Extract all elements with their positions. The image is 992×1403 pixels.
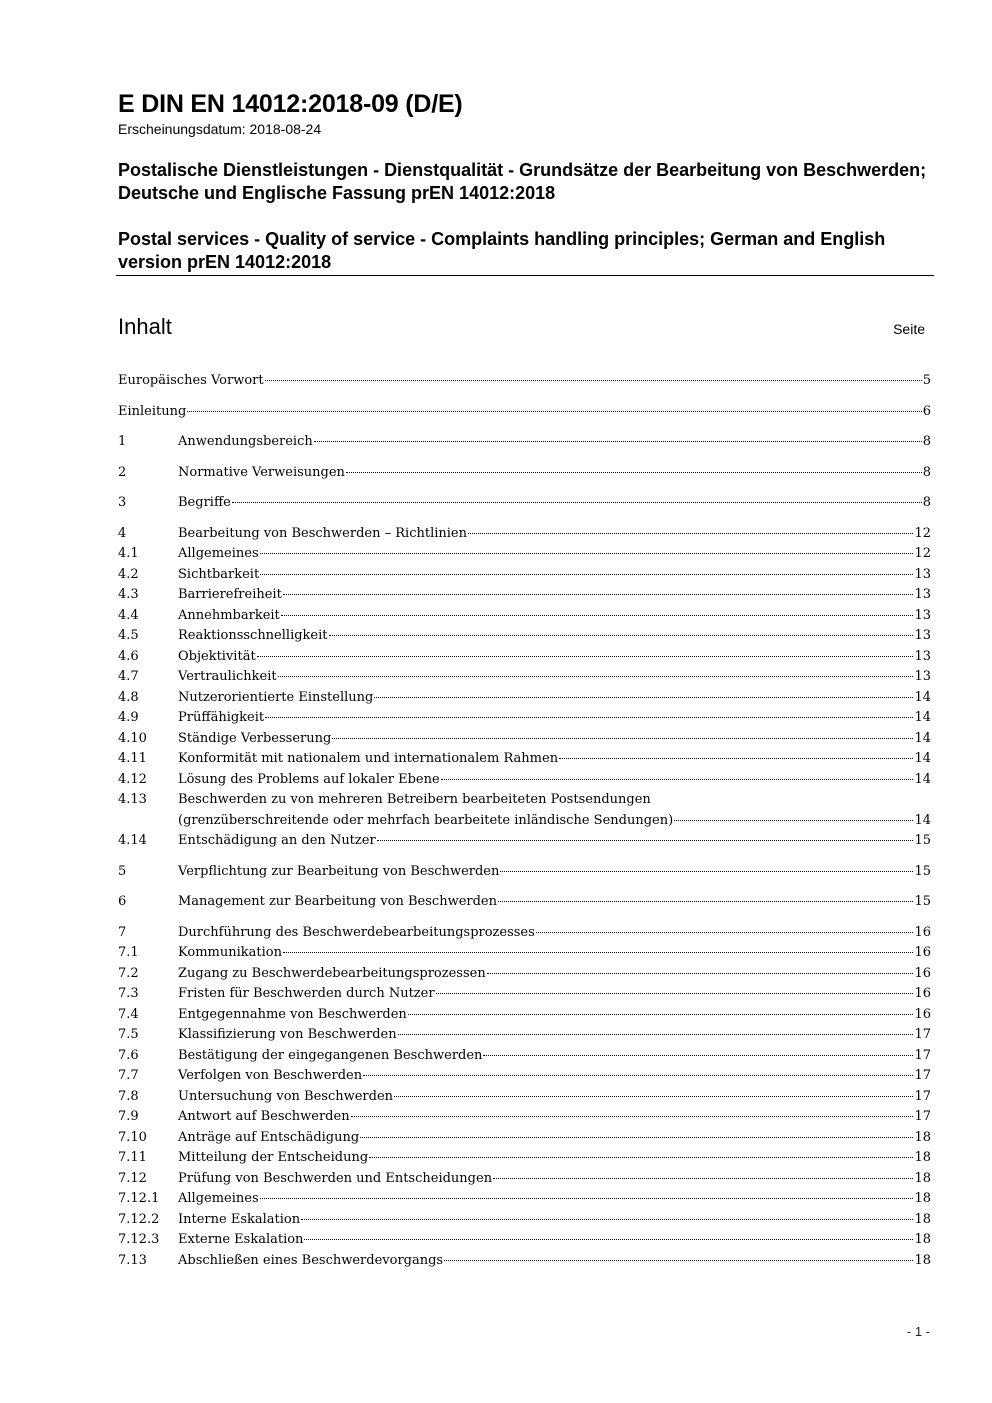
toc-entry-page: 18 bbox=[914, 1211, 931, 1227]
toc-entry[interactable] bbox=[118, 708, 931, 729]
toc-entry[interactable] bbox=[118, 1046, 931, 1067]
toc-entry[interactable] bbox=[118, 371, 931, 392]
toc-entry-number: 2 bbox=[118, 464, 127, 480]
toc-entry-title: Kommunikation bbox=[178, 945, 282, 960]
toc-entry[interactable] bbox=[118, 943, 931, 964]
toc-entry-number: 3 bbox=[118, 495, 127, 510]
toc-entry-page: 15 bbox=[914, 833, 931, 848]
toc-entry[interactable] bbox=[118, 790, 931, 831]
toc-entry-title: Abschließen eines Beschwerdevorgangs bbox=[178, 1252, 444, 1268]
toc-entry-number: 7.3 bbox=[118, 986, 139, 1001]
toc-entry-title: Ständige Verbesserung bbox=[178, 730, 332, 746]
toc-entry[interactable] bbox=[118, 565, 931, 586]
toc-entry-number: 4 bbox=[118, 525, 127, 541]
toc-entry[interactable] bbox=[118, 1251, 931, 1272]
toc-entry-number: 4.3 bbox=[118, 587, 139, 602]
toc-entry-title: Bestätigung der eingegangenen Beschwerden bbox=[178, 1047, 483, 1063]
toc-entry-page: 18 bbox=[914, 1170, 931, 1186]
table-of-contents bbox=[118, 371, 931, 1271]
toc-entry-page: 16 bbox=[914, 965, 931, 981]
toc-entry-title: Anträge auf Entschädigung bbox=[178, 1129, 360, 1145]
toc-entry-number: 7.6 bbox=[118, 1047, 139, 1063]
toc-entry-page: 14 bbox=[914, 730, 931, 746]
toc-entry-number: 4.8 bbox=[118, 689, 139, 705]
toc-dot-leader bbox=[257, 656, 914, 657]
toc-entry-number: 4.11 bbox=[118, 751, 147, 766]
toc-entry-title: Annehmbarkeit bbox=[178, 607, 280, 623]
toc-dot-leader bbox=[408, 1014, 914, 1015]
toc-dot-leader bbox=[187, 411, 921, 412]
toc-entry-title: Entschädigung an den Nutzer bbox=[178, 833, 376, 848]
toc-dot-leader bbox=[265, 717, 913, 718]
document-id: E DIN EN 14012:2018-09 (D/E) bbox=[118, 90, 463, 118]
toc-entry-number: 7.13 bbox=[118, 1252, 147, 1268]
toc-entry-title: Barrierefreiheit bbox=[178, 587, 282, 602]
toc-entry-title: Allgemeines bbox=[178, 546, 259, 561]
toc-entry-page: 16 bbox=[914, 986, 931, 1001]
toc-dot-leader bbox=[232, 502, 922, 503]
toc-entry[interactable] bbox=[118, 606, 931, 627]
toc-entry-title: Nutzerorientierte Einstellung bbox=[178, 689, 374, 705]
toc-entry-page: 14 bbox=[914, 710, 931, 725]
toc-entry-title: (grenzüberschreitende oder mehrfach bearbeitete inländische Sendungen) bbox=[178, 812, 674, 828]
toc-entry-page: 8 bbox=[922, 434, 931, 449]
publication-date: Erscheinungsdatum: 2018-08-24 bbox=[118, 121, 322, 137]
toc-entry-title: Klassifizierung von Beschwerden bbox=[178, 1027, 397, 1042]
toc-entry-title: Mitteilung der Entscheidung bbox=[178, 1150, 369, 1165]
toc-entry-title: Bearbeitung von Beschwerden – Richtlinien bbox=[178, 525, 467, 541]
toc-entry-page: 13 bbox=[914, 607, 931, 623]
toc-entry[interactable] bbox=[118, 524, 931, 545]
toc-dot-leader bbox=[346, 472, 922, 473]
toc-entry-number: 7.12.2 bbox=[118, 1211, 160, 1227]
toc-entry[interactable] bbox=[118, 770, 931, 791]
toc-entry-page: 17 bbox=[914, 1068, 931, 1083]
toc-entry-page: 13 bbox=[914, 566, 931, 582]
toc-entry-page: 13 bbox=[914, 648, 931, 664]
toc-entry[interactable] bbox=[118, 984, 931, 1005]
toc-entry[interactable] bbox=[118, 749, 931, 770]
toc-dot-leader bbox=[377, 840, 914, 841]
toc-dot-leader bbox=[304, 1239, 913, 1240]
toc-entry-title: Antwort auf Beschwerden bbox=[178, 1109, 350, 1124]
toc-entry-title: Reaktionsschnelligkeit bbox=[178, 628, 328, 643]
toc-entry-page: 14 bbox=[914, 689, 931, 705]
toc-entry-page: 16 bbox=[914, 945, 931, 960]
toc-entry-number: 4.12 bbox=[118, 771, 147, 787]
toc-dot-leader bbox=[398, 1034, 914, 1035]
toc-entry-page: 18 bbox=[914, 1191, 931, 1206]
toc-entry-page: 16 bbox=[914, 924, 931, 940]
toc-entry[interactable] bbox=[118, 862, 931, 883]
toc-entry[interactable] bbox=[118, 1230, 931, 1251]
toc-entry[interactable] bbox=[118, 626, 931, 647]
toc-entry-page: 17 bbox=[914, 1088, 931, 1104]
toc-entry[interactable] bbox=[118, 1005, 931, 1026]
toc-entry-number: 7.12.1 bbox=[118, 1191, 160, 1206]
toc-entry-number: 4.10 bbox=[118, 730, 147, 746]
toc-entry[interactable] bbox=[118, 402, 931, 423]
page-number: - 1 - bbox=[906, 1324, 930, 1339]
toc-dot-leader bbox=[329, 635, 914, 636]
toc-entry-number: 7.12 bbox=[118, 1170, 147, 1186]
toc-entry-number: 7.10 bbox=[118, 1129, 147, 1145]
toc-entry-title: Normative Verweisungen bbox=[178, 464, 345, 480]
toc-entry-number: 7.2 bbox=[118, 965, 139, 981]
toc-entry[interactable] bbox=[118, 647, 931, 668]
toc-dot-leader bbox=[369, 1157, 913, 1158]
toc-entry-title: Anwendungsbereich bbox=[178, 434, 313, 449]
toc-dot-leader bbox=[314, 441, 922, 442]
toc-dot-leader bbox=[500, 871, 913, 872]
toc-entry-number: 1 bbox=[118, 434, 127, 449]
toc-entry-title: Europäisches Vorwort bbox=[118, 373, 264, 388]
toc-entry-title: Einleitung bbox=[118, 403, 187, 419]
toc-entry-page: 12 bbox=[914, 525, 931, 541]
toc-entry[interactable] bbox=[118, 493, 931, 514]
title-german: Postalische Dienstleistungen - Dienstqualität - Grundsätze der Bearbeitung von Beschwerden; Deutsche und Englische Fassung prEN 14012:2018 bbox=[118, 160, 927, 203]
toc-entry[interactable] bbox=[118, 667, 931, 688]
toc-entry-number: 7.1 bbox=[118, 945, 139, 960]
toc-entry-number: 4.6 bbox=[118, 648, 139, 664]
toc-entry-title: Konformität mit nationalem und internationalem Rahmen bbox=[178, 751, 559, 766]
toc-dot-leader bbox=[260, 553, 914, 554]
toc-entry-page: 18 bbox=[914, 1232, 931, 1247]
toc-entry-page: 15 bbox=[914, 863, 931, 879]
toc-entry-number: 4.1 bbox=[118, 546, 139, 561]
toc-entry-page: 17 bbox=[914, 1109, 931, 1124]
toc-dot-leader bbox=[559, 758, 913, 759]
toc-dot-leader bbox=[260, 574, 913, 575]
toc-entry-title: Durchführung des Beschwerdebearbeitungsprozesses bbox=[178, 924, 535, 940]
toc-entry-page: 16 bbox=[914, 1006, 931, 1022]
toc-entry-page: 18 bbox=[914, 1252, 931, 1268]
toc-entry[interactable] bbox=[118, 688, 931, 709]
toc-heading: Inhalt bbox=[118, 314, 172, 339]
toc-entry-number: 4.5 bbox=[118, 628, 139, 643]
toc-page-label: Seite bbox=[893, 321, 925, 337]
toc-entry-number: 7.7 bbox=[118, 1068, 139, 1083]
toc-dot-leader bbox=[301, 1219, 913, 1220]
toc-entry-page: 17 bbox=[914, 1027, 931, 1042]
toc-entry-title: Untersuchung von Beschwerden bbox=[178, 1088, 394, 1104]
toc-entry-number: 7.12.3 bbox=[118, 1232, 160, 1247]
toc-entry-number: 5 bbox=[118, 863, 127, 879]
toc-entry-title: Begriffe bbox=[178, 495, 231, 510]
toc-entry[interactable] bbox=[118, 1169, 931, 1190]
toc-entry[interactable] bbox=[118, 729, 931, 750]
toc-dot-leader bbox=[283, 594, 914, 595]
toc-entry-title: Prüffähigkeit bbox=[178, 710, 265, 725]
toc-entry-title: Externe Eskalation bbox=[178, 1232, 304, 1247]
toc-entry[interactable] bbox=[118, 432, 931, 453]
toc-dot-leader bbox=[394, 1096, 913, 1097]
toc-entry-page: 14 bbox=[914, 812, 931, 828]
toc-entry-page: 14 bbox=[914, 751, 931, 766]
toc-entry-number: 7.11 bbox=[118, 1150, 147, 1165]
toc-entry-title: Sichtbarkeit bbox=[178, 566, 260, 582]
toc-dot-leader bbox=[444, 1260, 913, 1261]
toc-dot-leader bbox=[278, 676, 914, 677]
toc-entry-page: 17 bbox=[914, 1047, 931, 1063]
toc-entry-page: 6 bbox=[922, 403, 931, 419]
toc-entry[interactable] bbox=[118, 585, 931, 606]
toc-entry-title: Zugang zu Beschwerdebearbeitungsprozessen bbox=[178, 965, 486, 981]
title-english: Postal services - Quality of service - Complaints handling principles; German and English version prEN 14012:2018 bbox=[118, 229, 886, 272]
toc-entry[interactable] bbox=[118, 1107, 931, 1128]
toc-entry-number: 4.2 bbox=[118, 566, 139, 582]
toc-dot-leader bbox=[498, 901, 913, 902]
toc-dot-leader bbox=[260, 1198, 914, 1199]
toc-entry-number: 7 bbox=[118, 924, 127, 940]
toc-entry-title: Prüfung von Beschwerden und Entscheidungen bbox=[178, 1170, 493, 1186]
toc-entry-number: 4.13 bbox=[118, 792, 147, 807]
toc-entry[interactable] bbox=[118, 1066, 931, 1087]
toc-dot-leader bbox=[487, 973, 914, 974]
toc-entry-page: 14 bbox=[914, 771, 931, 787]
toc-entry[interactable] bbox=[118, 923, 931, 944]
toc-entry[interactable] bbox=[118, 964, 931, 985]
toc-entry[interactable] bbox=[118, 1025, 931, 1046]
toc-entry-title: Beschwerden zu von mehreren Betreibern bearbeiteten Postsendungen bbox=[178, 792, 651, 807]
toc-dot-leader bbox=[332, 738, 913, 739]
toc-dot-leader bbox=[468, 533, 913, 534]
toc-entry-page: 8 bbox=[922, 464, 931, 480]
toc-entry-number: 7.4 bbox=[118, 1006, 139, 1022]
toc-entry[interactable] bbox=[118, 831, 931, 852]
toc-dot-leader bbox=[436, 993, 914, 994]
toc-entry-title: Verpflichtung zur Bearbeitung von Beschwerden bbox=[178, 863, 500, 879]
toc-entry-number: 7.8 bbox=[118, 1088, 139, 1104]
toc-dot-leader bbox=[536, 932, 914, 933]
toc-dot-leader bbox=[283, 952, 913, 953]
toc-dot-leader bbox=[351, 1116, 914, 1117]
toc-dot-leader bbox=[483, 1055, 913, 1056]
toc-entry-title: Verfolgen von Beschwerden bbox=[178, 1068, 363, 1083]
toc-entry-number: 4.9 bbox=[118, 710, 139, 725]
toc-dot-leader bbox=[374, 697, 913, 698]
toc-entry[interactable] bbox=[118, 463, 931, 484]
toc-entry[interactable] bbox=[118, 1210, 931, 1231]
toc-entry-title: Fristen für Beschwerden durch Nutzer bbox=[178, 986, 435, 1001]
toc-entry-title: Allgemeines bbox=[178, 1191, 259, 1206]
toc-entry-number: 4.4 bbox=[118, 607, 139, 623]
toc-entry-number: 7.5 bbox=[118, 1027, 139, 1042]
toc-entry-page: 13 bbox=[914, 587, 931, 602]
toc-entry-page: 13 bbox=[914, 628, 931, 643]
toc-entry[interactable] bbox=[118, 544, 931, 565]
toc-dot-leader bbox=[493, 1178, 913, 1179]
toc-entry-title: Vertraulichkeit bbox=[178, 669, 277, 684]
title-divider bbox=[116, 275, 934, 276]
toc-entry-title: Entgegennahme von Beschwerden bbox=[178, 1006, 407, 1022]
toc-entry[interactable] bbox=[118, 1087, 931, 1108]
toc-dot-leader bbox=[281, 615, 914, 616]
toc-entry-number: 4.7 bbox=[118, 669, 139, 684]
toc-entry-title: Interne Eskalation bbox=[178, 1211, 301, 1227]
toc-entry-page: 8 bbox=[922, 495, 931, 510]
toc-entry-title: Management zur Bearbeitung von Beschwerden bbox=[178, 894, 497, 909]
toc-entry-number: 7.9 bbox=[118, 1109, 139, 1124]
toc-dot-leader bbox=[360, 1137, 913, 1138]
toc-entry-number: 4.14 bbox=[118, 833, 147, 848]
toc-entry-title: Lösung des Problems auf lokaler Ebene bbox=[178, 771, 440, 787]
toc-dot-leader bbox=[441, 779, 914, 780]
toc-entry[interactable] bbox=[118, 1148, 931, 1169]
toc-entry-page: 15 bbox=[914, 894, 931, 909]
toc-dot-leader bbox=[265, 380, 922, 381]
toc-dot-leader bbox=[674, 820, 913, 821]
toc-entry-page: 5 bbox=[922, 373, 931, 388]
toc-entry[interactable] bbox=[118, 1128, 931, 1149]
toc-entry-title: Objektivität bbox=[178, 648, 256, 664]
toc-entry[interactable] bbox=[118, 1189, 931, 1210]
toc-entry-page: 13 bbox=[914, 669, 931, 684]
toc-entry-number: 6 bbox=[118, 894, 127, 909]
toc-entry-page: 18 bbox=[914, 1129, 931, 1145]
toc-entry-page: 18 bbox=[914, 1150, 931, 1165]
toc-dot-leader bbox=[363, 1075, 913, 1076]
toc-entry-page: 12 bbox=[914, 546, 931, 561]
toc-entry[interactable] bbox=[118, 892, 931, 913]
